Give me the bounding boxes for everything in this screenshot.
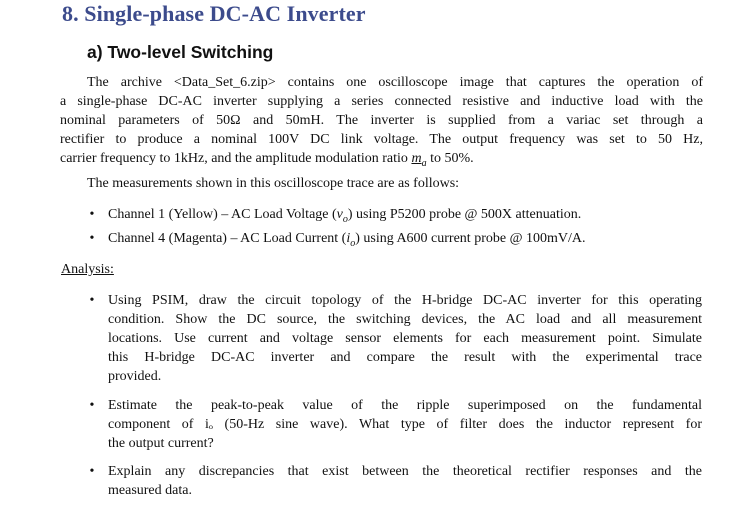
intro-line: a single-phase DC-AC inverter supplying a series connected resistive and inductive load with the: [60, 94, 703, 109]
bullet-icon: •: [89, 398, 95, 413]
measurement-detail: ) using P5200 probe @ 500X attenuation.: [347, 207, 582, 222]
intro-line: rectifier to produce a nominal 100V DC link voltage. The output frequency was set to 50 Hz,: [60, 132, 703, 147]
subsection-title: a) Two-level Switching: [87, 42, 274, 62]
intro-line: [60, 149, 703, 168]
current-symbol: i: [346, 231, 351, 246]
analysis-item-text: [108, 462, 702, 500]
measurement-text: [108, 207, 581, 223]
analysis-item-text: [108, 291, 702, 386]
measurement-label: Channel 4 (Magenta) – AC Load Current (: [108, 231, 347, 246]
analysis-line: Using PSIM, draw the circuit topology of the H-bridge DC-AC inverter for this operating: [108, 293, 702, 308]
analysis-line: condition. Show the DC source, the switching devices, the AC load and all measurement: [108, 312, 702, 327]
voltage-symbol: v: [336, 207, 343, 222]
analysis-line: provided.: [108, 369, 162, 384]
voltage-subscript: o: [342, 213, 348, 225]
analysis-heading: Analysis:: [61, 262, 114, 277]
analysis-line: component of iₒ (50-Hz sine wave). What type of filter does the inductor represent for: [108, 417, 702, 432]
intro-line: nominal parameters of 50Ω and 50mH. The inverter is supplied from a variac set through a: [60, 113, 703, 128]
analysis-line: measured data.: [108, 483, 192, 498]
measurement-text: [108, 231, 585, 247]
current-subscript: o: [350, 237, 356, 249]
analysis-line: the output current?: [108, 436, 214, 451]
bullet-icon: •: [89, 207, 95, 222]
intro-text: carrier frequency to 1kHz, and the amplitude modulation ratio: [60, 151, 412, 166]
measurements-lead: The measurements shown in this oscilloscope trace are as follows:: [87, 176, 460, 191]
bullet-icon: •: [89, 293, 95, 308]
modulation-ratio-symbol: m: [411, 151, 422, 166]
analysis-line: this H-bridge DC-AC inverter and compare the result with the experimental trace: [108, 350, 702, 365]
intro-text: to 50%.: [426, 151, 474, 166]
analysis-line: Estimate the peak-to-peak value of the ripple superimposed on the fundamental: [108, 398, 702, 413]
bullet-icon: •: [89, 231, 95, 246]
intro-paragraph: [60, 73, 703, 168]
measurement-label: Channel 1 (Yellow) – AC Load Voltage (: [108, 207, 337, 222]
bullet-icon: •: [89, 464, 95, 479]
analysis-item-text: [108, 396, 702, 453]
analysis-line: locations. Use current and voltage sensor elements for each measurement point. Simulate: [108, 331, 702, 346]
intro-line: The archive <Data_Set_6.zip> contains one oscilloscope image that captures the operation of: [87, 75, 703, 90]
analysis-line: Explain any discrepancies that exist between the theoretical rectifier responses and the: [108, 464, 702, 479]
modulation-ratio-subscript: a: [421, 157, 427, 169]
measurement-detail: ) using A600 current probe @ 100mV/A.: [355, 231, 586, 246]
section-title: 8. Single-phase DC-AC Inverter: [62, 1, 366, 26]
